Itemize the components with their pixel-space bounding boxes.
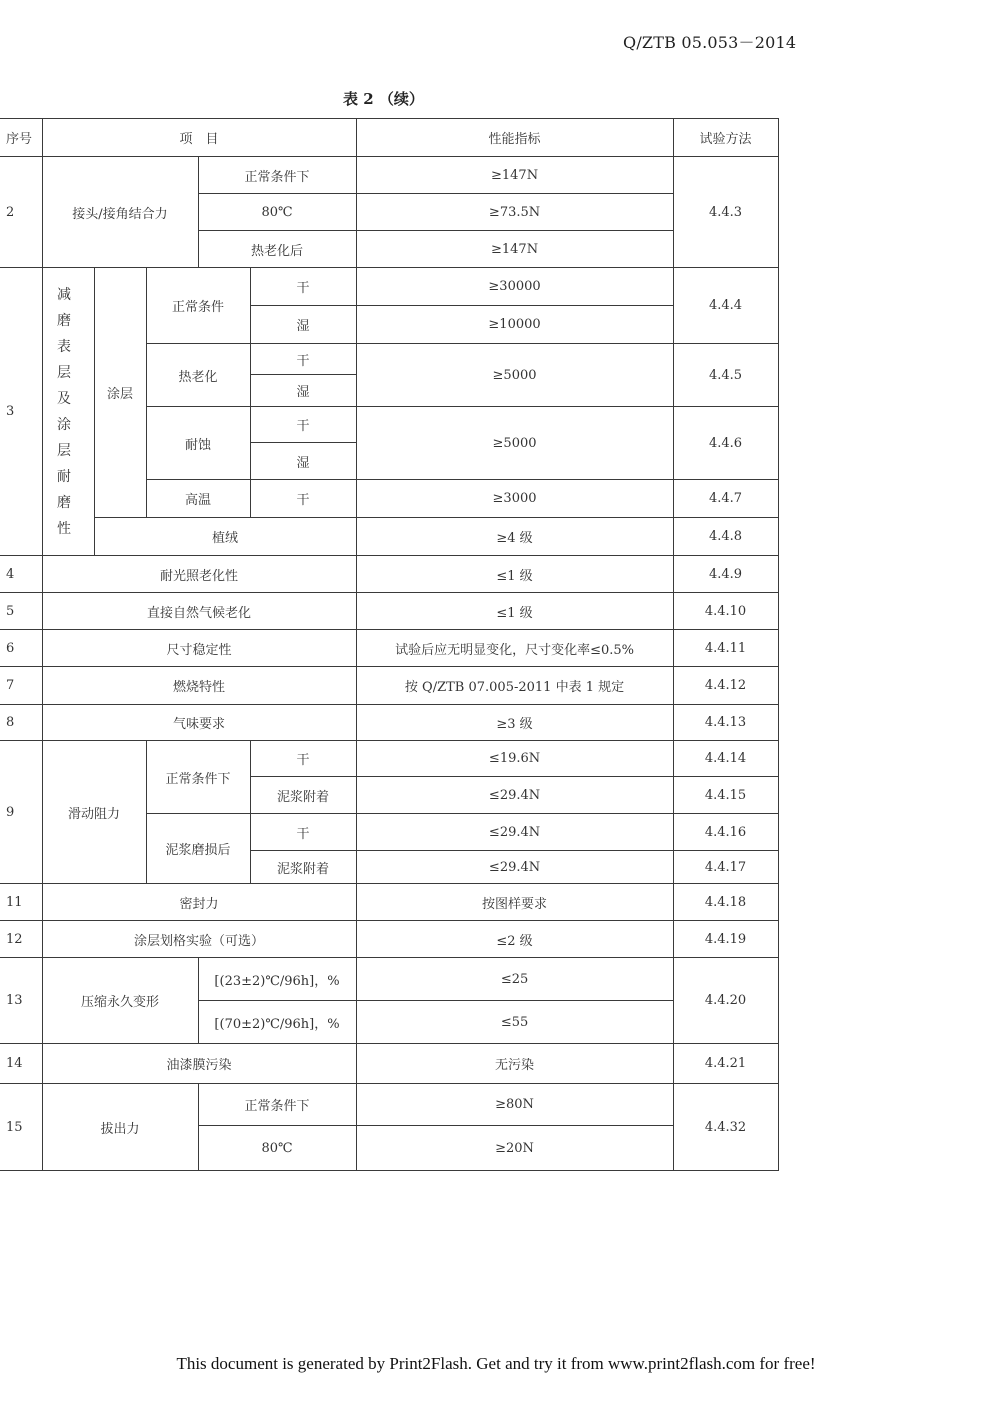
row-state: 泥浆附着 — [250, 777, 356, 814]
row-method: 4.4.6 — [673, 407, 778, 480]
row-condition: 热老化后 — [198, 231, 356, 268]
row-item: 尺寸稳定性 — [42, 630, 356, 667]
table-row — [0, 1084, 778, 1126]
row-condition: 植绒 — [94, 518, 356, 556]
row-no: 8 — [0, 705, 42, 741]
row-state: 干 — [250, 480, 356, 518]
row-method: 4.4.20 — [673, 958, 778, 1044]
row-no: 13 — [0, 958, 42, 1044]
header-method: 试验方法 — [673, 119, 778, 157]
row-spec: ≤19.6N — [356, 741, 673, 777]
row-spec: 按图样要求 — [356, 884, 673, 921]
table-row — [0, 921, 778, 958]
table-row — [0, 157, 778, 194]
row-method: 4.4.3 — [673, 157, 778, 268]
row-spec: ≥4 级 — [356, 518, 673, 556]
row-spec: ≥20N — [356, 1126, 673, 1171]
row-item: 滑动阻力 — [42, 741, 146, 884]
row-sub-label: 涂层 — [94, 268, 146, 518]
row-method: 4.4.19 — [673, 921, 778, 958]
row-no: 9 — [0, 741, 42, 884]
row-spec: ≥30000 — [356, 268, 673, 306]
row-spec: ≥5000 — [356, 344, 673, 407]
table-row — [0, 667, 778, 705]
row-method: 4.4.9 — [673, 556, 778, 593]
row-spec: ≥73.5N — [356, 194, 673, 231]
row-group-label: 减磨表层及涂层耐磨性 — [42, 268, 94, 556]
row-condition: [(23±2)℃/96h]，% — [198, 958, 356, 1001]
row-spec: ≤25 — [356, 958, 673, 1001]
row-no: 4 — [0, 556, 42, 593]
row-spec: ≤1 级 — [356, 556, 673, 593]
row-method: 4.4.12 — [673, 667, 778, 705]
header-spec: 性能指标 — [356, 119, 673, 157]
row-method: 4.4.10 — [673, 593, 778, 630]
row-state: 湿 — [250, 375, 356, 407]
table-row — [0, 518, 778, 556]
row-method: 4.4.8 — [673, 518, 778, 556]
row-item: 密封力 — [42, 884, 356, 921]
row-spec: ≥3000 — [356, 480, 673, 518]
row-condition: 正常条件下 — [146, 741, 250, 814]
table-row — [0, 268, 778, 306]
document-code: Q/ZTB 05.053－2014 — [623, 33, 797, 52]
row-no: 3 — [0, 268, 42, 556]
row-condition: [(70±2)℃/96h]，% — [198, 1001, 356, 1044]
spec-table — [0, 118, 779, 1171]
row-spec: ≤55 — [356, 1001, 673, 1044]
row-method: 4.4.5 — [673, 344, 778, 407]
row-state: 湿 — [250, 443, 356, 480]
row-spec: ≤29.4N — [356, 777, 673, 814]
row-method: 4.4.13 — [673, 705, 778, 741]
table-row — [0, 705, 778, 741]
row-spec: 无污染 — [356, 1044, 673, 1084]
row-spec: ≥80N — [356, 1084, 673, 1126]
table-row — [0, 556, 778, 593]
header-no: 序号 — [0, 119, 42, 157]
row-no: 6 — [0, 630, 42, 667]
table-header-row — [0, 119, 778, 157]
row-no: 7 — [0, 667, 42, 705]
row-item: 直接自然气候老化 — [42, 593, 356, 630]
row-spec: ≤1 级 — [356, 593, 673, 630]
row-method: 4.4.11 — [673, 630, 778, 667]
row-state: 干 — [250, 407, 356, 443]
table-row — [0, 958, 778, 1001]
row-spec: 按 Q/ZTB 07.005-2011 中表 1 规定 — [356, 667, 673, 705]
table-row — [0, 630, 778, 667]
row-condition: 正常条件下 — [198, 157, 356, 194]
row-state: 干 — [250, 741, 356, 777]
row-condition: 正常条件 — [146, 268, 250, 344]
row-spec: ≥147N — [356, 157, 673, 194]
header-item: 项 目 — [42, 119, 356, 157]
table-row — [0, 593, 778, 630]
row-no: 5 — [0, 593, 42, 630]
row-state: 泥浆附着 — [250, 851, 356, 884]
row-method: 4.4.15 — [673, 777, 778, 814]
table-row — [0, 1044, 778, 1084]
row-state: 湿 — [250, 306, 356, 344]
table-row — [0, 741, 778, 777]
row-state: 干 — [250, 268, 356, 306]
row-spec: ≥5000 — [356, 407, 673, 480]
row-condition: 泥浆磨损后 — [146, 814, 250, 884]
row-method: 4.4.21 — [673, 1044, 778, 1084]
row-item: 接头/接角结合力 — [42, 157, 198, 268]
row-item: 涂层划格实验（可选） — [42, 921, 356, 958]
row-no: 14 — [0, 1044, 42, 1084]
row-condition: 正常条件下 — [198, 1084, 356, 1126]
row-method: 4.4.7 — [673, 480, 778, 518]
row-spec: ≤29.4N — [356, 814, 673, 851]
row-item: 耐光照老化性 — [42, 556, 356, 593]
row-spec: ≤29.4N — [356, 851, 673, 884]
row-item: 气味要求 — [42, 705, 356, 741]
row-spec: ≥147N — [356, 231, 673, 268]
row-method: 4.4.32 — [673, 1084, 778, 1171]
row-no: 2 — [0, 157, 42, 268]
row-method: 4.4.14 — [673, 741, 778, 777]
table-title: 表 2 （续） — [343, 90, 424, 108]
row-condition: 80℃ — [198, 1126, 356, 1171]
row-method: 4.4.17 — [673, 851, 778, 884]
row-state: 干 — [250, 344, 356, 375]
row-item: 压缩永久变形 — [42, 958, 198, 1044]
row-state: 干 — [250, 814, 356, 851]
row-condition: 耐蚀 — [146, 407, 250, 480]
row-method: 4.4.16 — [673, 814, 778, 851]
table-row — [0, 884, 778, 921]
row-item: 拔出力 — [42, 1084, 198, 1171]
row-method: 4.4.4 — [673, 268, 778, 344]
row-condition: 80℃ — [198, 194, 356, 231]
row-spec: 试验后应无明显变化，尺寸变化率≤0.5% — [356, 630, 673, 667]
row-no: 15 — [0, 1084, 42, 1171]
row-condition: 高温 — [146, 480, 250, 518]
row-spec: ≥10000 — [356, 306, 673, 344]
row-spec: ≥3 级 — [356, 705, 673, 741]
row-method: 4.4.18 — [673, 884, 778, 921]
row-spec: ≤2 级 — [356, 921, 673, 958]
row-condition: 热老化 — [146, 344, 250, 407]
row-item: 油漆膜污染 — [42, 1044, 356, 1084]
row-no: 12 — [0, 921, 42, 958]
row-no: 11 — [0, 884, 42, 921]
footer-note: This document is generated by Print2Flash. Get and try it from www.print2flash.com for free! — [176, 1354, 816, 1373]
row-item: 燃烧特性 — [42, 667, 356, 705]
